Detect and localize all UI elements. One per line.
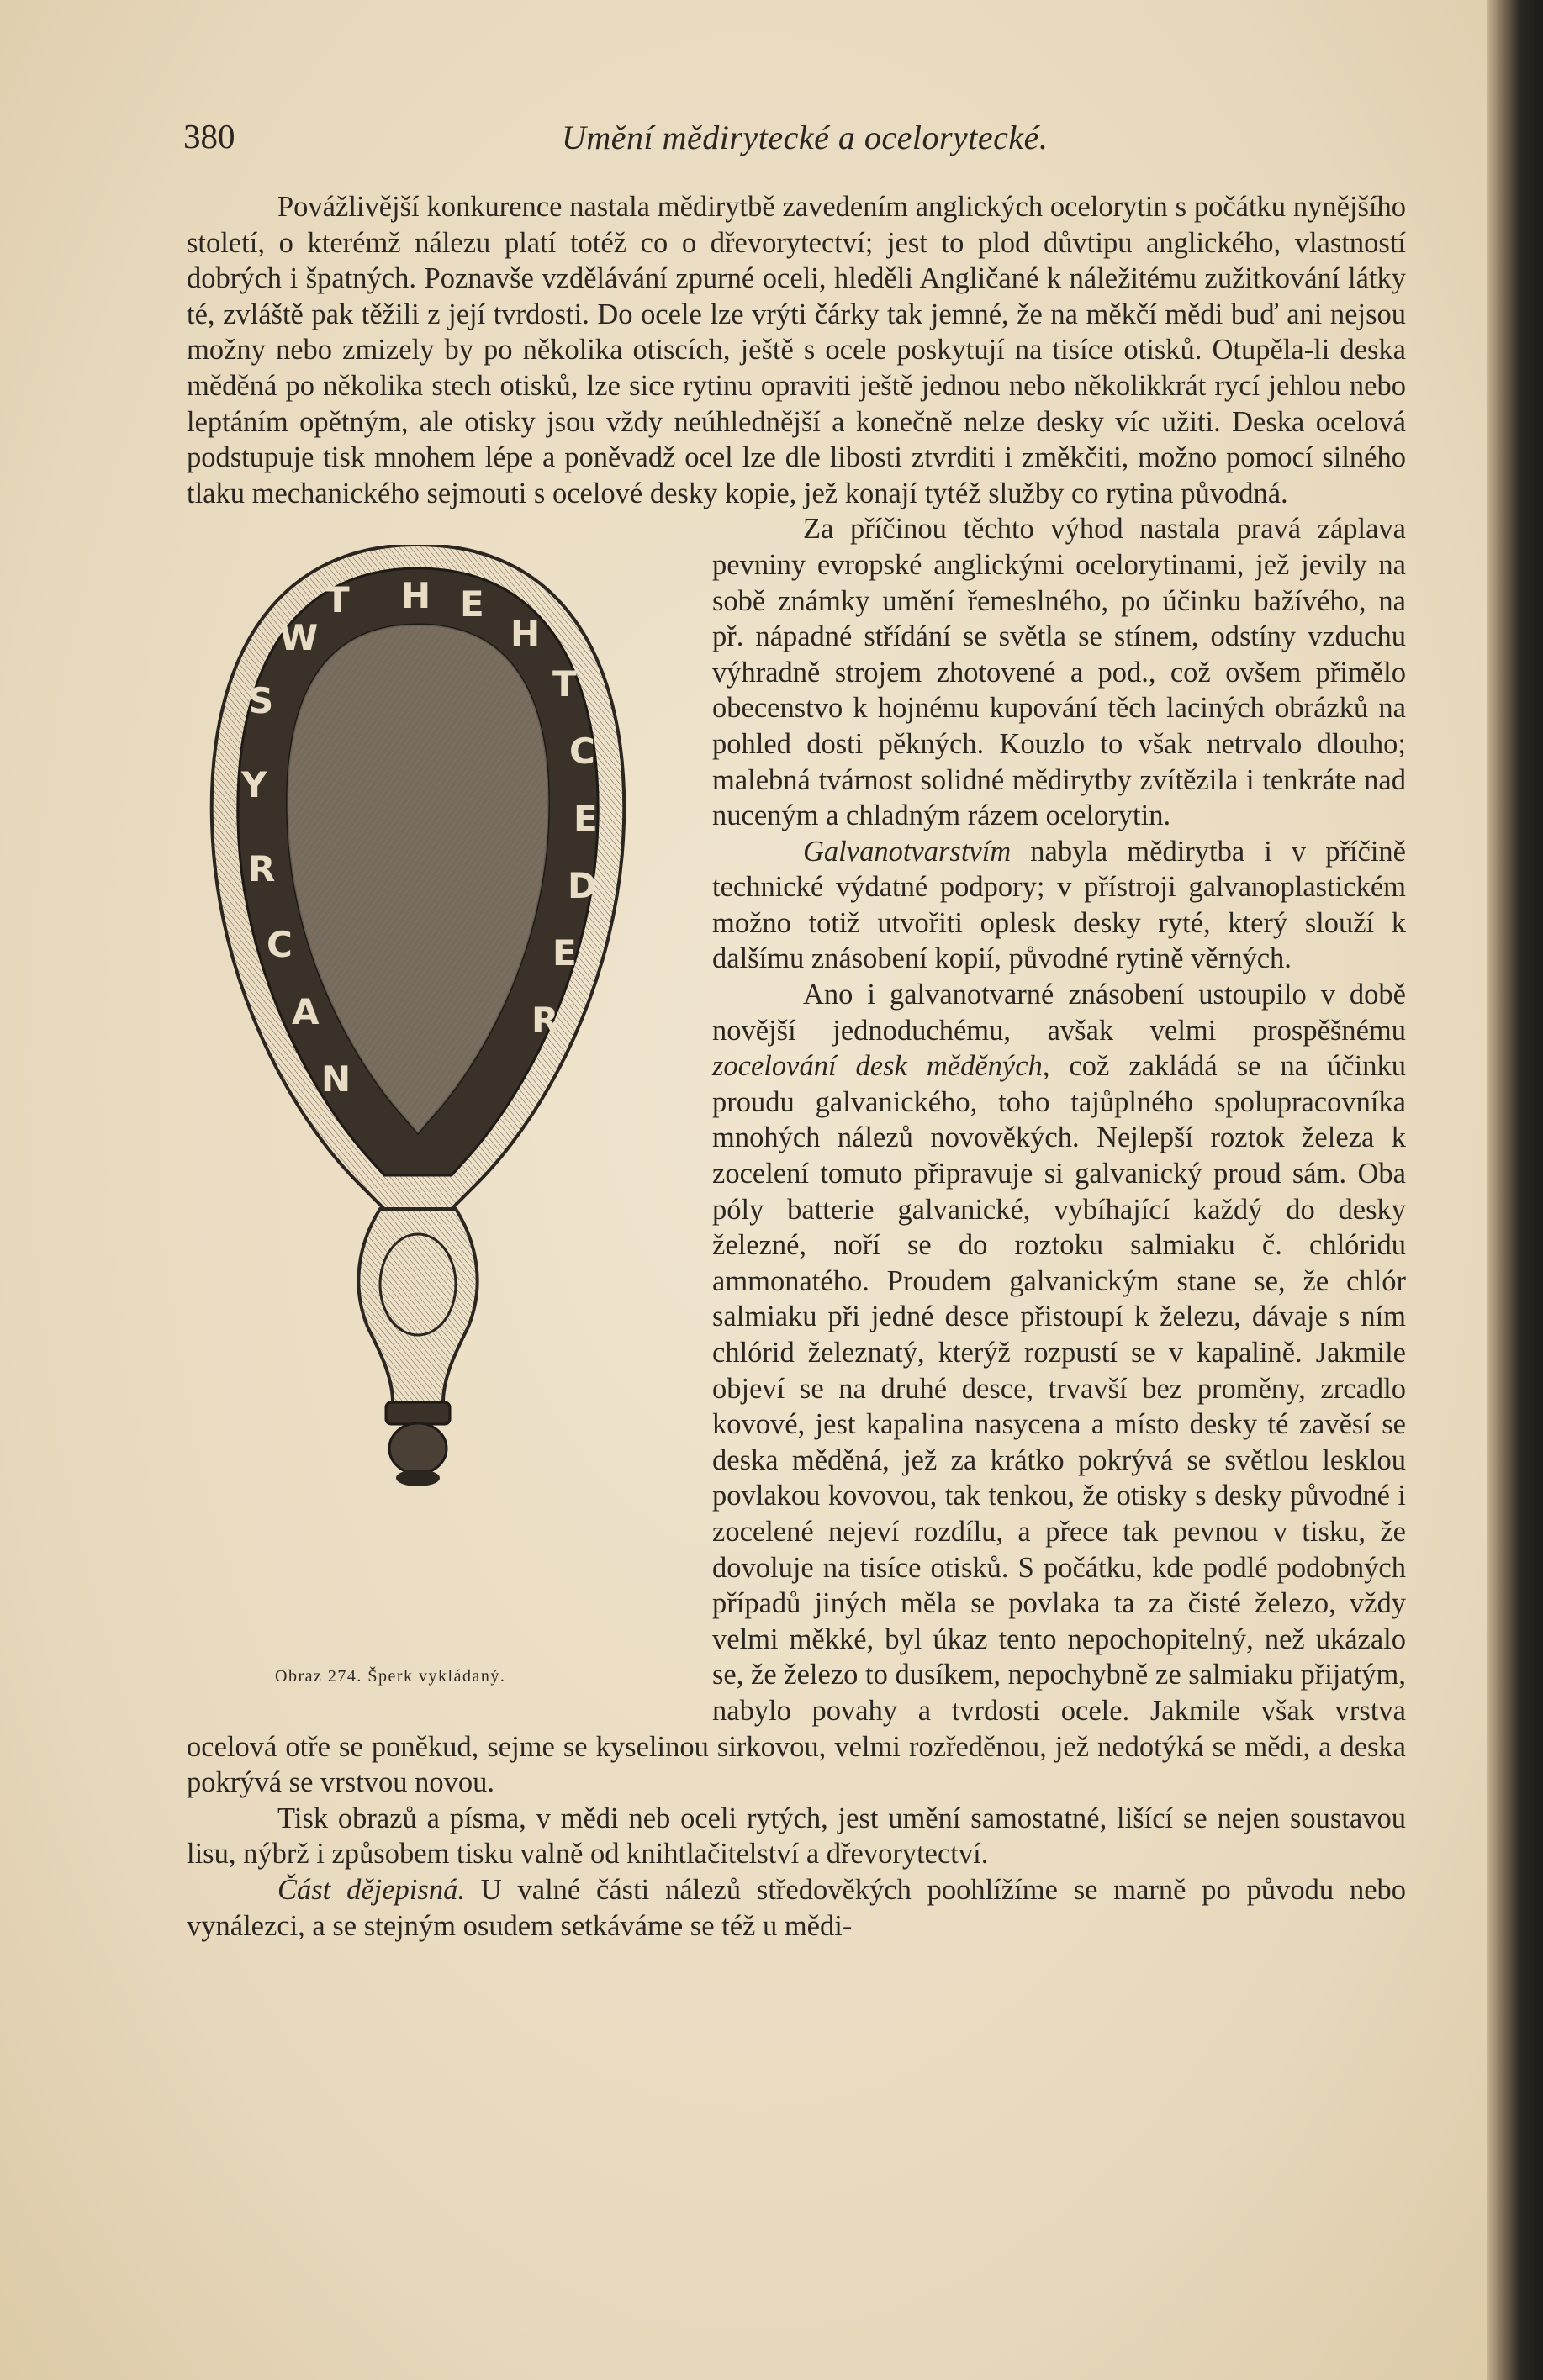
body-text <box>187 189 1406 1944</box>
svg-text:N: N <box>321 1058 351 1100</box>
paragraph-3-text: nabyla mědirytba i v příčině technické výdatné podpory; v přístroji galvanoplastickém možno totiž utvořiti oplesk desky ryté, který slouží k dalšímu znásobení kopií, původné rytině věrných. <box>712 835 1406 975</box>
paragraph-6-text: U valné části nálezů středověkých poohlížíme se marně po původu nebo vynálezci, a se stejným osudem setkáváme se též u mědi- <box>187 1873 1407 1942</box>
svg-text:H: H <box>401 575 431 617</box>
paragraph-4-text-a: Ano i galvanotvarné znásobení ustoupilo v době novější jednoduchému, avšak velmi prospěšnému <box>712 979 1406 1047</box>
page-number: 380 <box>183 117 235 156</box>
svg-text:C: C <box>267 924 293 966</box>
svg-text:D: D <box>568 865 597 907</box>
paragraph-2: Za příčinou těchto výhod nastala pravá záplava pevniny evropské anglickými ocelorytinami, jež jevily na sobě známky umění řemeslného, po účinku bažívého, na př. nápadné střídání se světla se stínem, odstíny vzduchu výhradně strojem zhotovené a pod., což ovšem přimělo obecenstvo k hojnému kupování těch laciných obrázků na pohled dosti pěkných. Kouzlo to však netrvalo dlouho; malebná tvárnost solidné mědirytby zvítězila i tenkráte nad nuceným a chladným rázem ocelorytin. <box>712 513 1406 832</box>
paragraph-6-italic: Část dějepisná. <box>277 1873 465 1906</box>
svg-text:T: T <box>325 579 350 621</box>
svg-text:T: T <box>552 663 577 705</box>
svg-text:Y: Y <box>241 764 267 806</box>
svg-text:R: R <box>531 1000 559 1042</box>
paragraph-6 <box>187 1872 1406 1944</box>
page-header <box>183 116 1424 166</box>
svg-text:S: S <box>248 680 274 722</box>
paragraph-3-italic: Galvanotvarstvím <box>803 835 1012 868</box>
paragraph-1: Povážlivější konkurence nastala mědirytbě zavedením anglických ocelorytin s počátku nynějšího století, o kterémž nálezu platí totéž co o dřevorytectví; jest to plod důvtipu anglického, vlastností dobrých i špatných. Poznavše vzdělávání zpurné oceli, hleděli Angličané k náležitému zužitkování látky té, zvláště pak těžili z její tvrdosti. Do ocele lze vrýti čárky tak jemné, že na měkčí mědi buď ani nejsou možny nebo zmizely by po několika otiscích, ještě s ocele poskytují na tisíce otisků. Otupěla-li deska měděná po několika stech otisků, lze sice rytinu opraviti ještě jednou nebo několikkrát rycí jehlou nebo leptáním opětným, ale otisky jsou vždy neúhlednější a konečně nelze desky víc užiti. Deska ocelová podstupuje tisk mnohem lépe a poněvadž ocel lze dle libosti ztvrditi i změkčiti, možno pomocí silného tlaku mechanického sejmouti s ocelové desky kopie, jež konají tytéž služby co rytina původná. <box>187 191 1406 509</box>
svg-text:E: E <box>573 798 598 840</box>
paragraph-4-italic: zocelování desk měděných <box>712 1050 1043 1083</box>
svg-text:C: C <box>569 731 595 773</box>
svg-text:E: E <box>460 583 484 625</box>
svg-text:E: E <box>552 932 577 974</box>
svg-text:W: W <box>279 617 319 659</box>
paragraph-5: Tisk obrazů a písma, v mědi neb oceli rytých, jest umění samostatné, lišící se nejen soustavou lisu, nýbrž i způsobem tisku valně od knihtlačitelství a dřevorytectví. <box>187 1802 1406 1871</box>
figure-caption: Obraz 274. Šperk vykládaný. <box>275 1667 506 1686</box>
paragraph-4-text-b: , což zakládá se na účinku proudu galvanického, toho tajůplného spolupracovníka mnohých nálezů novověkých. Nejlepší roztok železa k zocelení tomuto připravuje si galvanický proud sám. Oba póly batterie galvanické, vybíhající každý do desky železné, noří se do roztoku salmiaku č. chlóridu ammonatého. Proudem galvanickým stane se, že chlór salmiaku při jedné desce přistoupí k železu, dávaje s ním chlórid železnatý, kterýž rozpustí se v kapalině. Jakmile objeví se na druhé desce, trvavší bez proměny, zrcadlo kovové, jest kapalina nasycena a místo desky té zavěsí se deska měděná, jež za krátko pokrývá se světlou lesklou povlakou kovovou, tak tenkou, že otisky s desky původné i zocelené nejeví rozdílu, a přece tak pevnou v tisku, že dovoluje na tisíce otisků. S počátku, kde podlé podobných případů jiných měla se povlaka ta za čisté železo, vždy velmi měkké, byl úkaz tento nepochopitelný, než ukázalo se, že železo to dusíkem, nepochybně ze salmiaku přijatým, nabylo povahy a tvrdosti ocele. Jakmile však vrstva ocelová otře se poněkud, sejme se kyselinou sirkovou, velmi rozředěnou, jež nedotýká se mědi, a deska pokrývá se vrstvou novou. <box>187 1050 1406 1799</box>
book-gutter <box>1487 0 1543 2380</box>
running-title: Umění mědirytecké a ocelorytecké. <box>562 119 1049 156</box>
svg-text:A: A <box>292 991 320 1033</box>
figure-jewel <box>182 511 687 1705</box>
svg-text:H: H <box>510 613 541 655</box>
svg-text:R: R <box>248 848 276 890</box>
jewel-illustration <box>199 545 637 1638</box>
